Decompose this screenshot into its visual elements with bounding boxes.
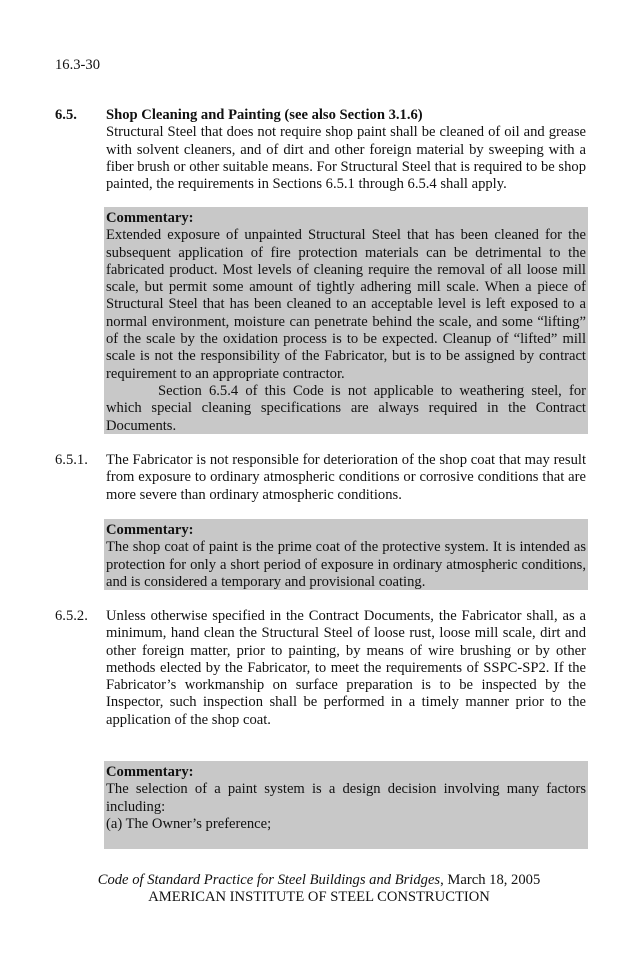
footer-title: Code of Standard Practice for Steel Buildings and Bridges [97,872,441,888]
footer-organization: AMERICAN INSTITUTE OF STEEL CONSTRUCTION [148,889,490,905]
commentary-paragraph: Extended exposure of unpainted Structural Steel that has been cleaned for the subsequent application of fire protection materials can be detrimental to the fabricated product. Most levels of cleaning require the removal of all loose mill scale, but permit some amount of tightly adhering mill scale. When a piece of Structural Steel that has been cleaned to an acceptable level is left exposed to a normal environment, moisture can penetrate behind the scale, and some “lifting” of the scale by the oxidation process is to be expected. Cleanup of “lifted” mill scale is not the responsibility of the Fabricator, but is to be assigned by contract requirement to an appropriate contractor. [106,227,586,382]
commentary-title: Commentary: [106,522,194,538]
commentary-title: Commentary: [106,210,194,226]
section-body: Unless otherwise specified in the Contract Documents, the Fabricator shall, as a minimum, hand clean the Structural Steel of loose rust, loose mill scale, dirt and other foreign matter, prior to painting, by means of wire brushing or by other methods elected by the Fabricator, to meet the requirements of SSPC-SP2. If the Fabricator’s workmanship on surface preparation is to be inspected by the Inspector, such inspection shall be performed in a timely manner prior to the application of the shop coat. [106,608,586,728]
footer-citation [0,872,638,889]
section-body: Structural Steel that does not require shop paint shall be cleaned of oil and grease with solvent cleaners, and of dirt and other foreign material by sweeping with a fiber brush or other suitable means. For Structural Steel that is required to be shop painted, the requirements in Sections 6.5.1 through 6.5.4 shall apply. [106,124,586,193]
commentary-box-6-5-2 [104,761,588,849]
commentary-paragraph: The shop coat of paint is the prime coat of the protective system. It is intended as protection for only a short period of exposure in ordinary atmospheric conditions, and is considered a temporary and provisional coating. [106,539,586,590]
section-body: The Fabricator is not responsible for deterioration of the shop coat that may result from exposure to ordinary atmospheric conditions or corrosive conditions that are more severe than ordinary atmospheric conditions. [106,452,586,503]
section-heading: Shop Cleaning and Painting (see also Section 3.1.6) [106,107,423,123]
commentary-list-item: (a) The Owner’s preference; [106,815,272,832]
section-number-6-5-2: 6.5.2. [55,608,88,624]
page-number: 16.3-30 [55,57,100,73]
section-number-6-5-1: 6.5.1. [55,452,88,468]
commentary-paragraph: Section 6.5.4 of this Code is not applicable to weathering steel, for which special cleaning specifications are always required in the Contract Documents. [106,382,586,434]
commentary-paragraph: The selection of a paint system is a design decision involving many factors including: [106,781,586,815]
section-6-5-2 [106,608,586,729]
commentary-box-6-5 [104,207,588,434]
section-6-5-1 [106,452,586,504]
commentary-title: Commentary: [106,764,194,780]
section-6-5 [106,107,586,193]
section-number-6-5: 6.5. [55,107,77,123]
commentary-box-6-5-1 [104,519,588,590]
footer-date: , March 18, 2005 [440,872,541,888]
